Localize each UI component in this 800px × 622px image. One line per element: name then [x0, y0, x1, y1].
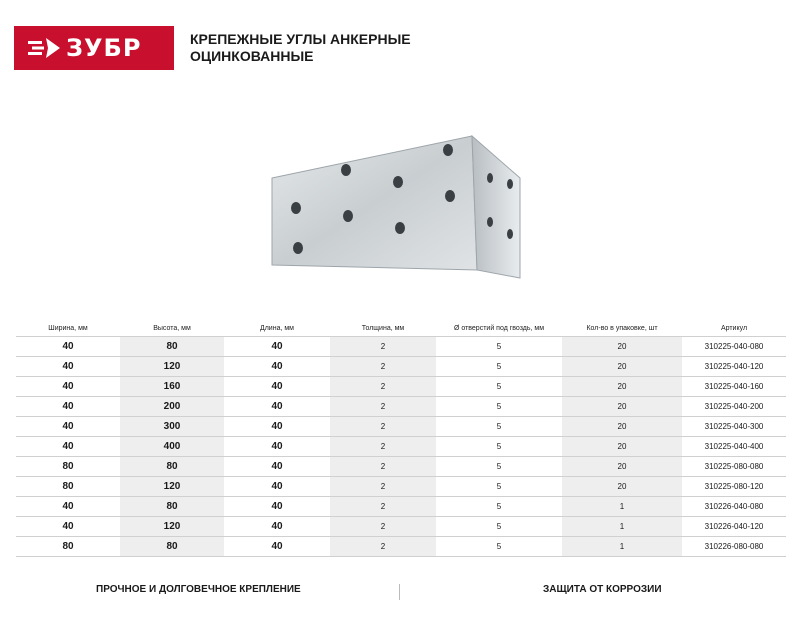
cell-thickness: 2 [330, 477, 436, 497]
cell-length: 40 [224, 497, 330, 517]
cell-thickness: 2 [330, 497, 436, 517]
table-row [16, 417, 786, 437]
brand-arrow-icon [26, 35, 62, 61]
table-row [16, 377, 786, 397]
cell-hole-diameter: 5 [436, 337, 562, 357]
cell-thickness: 2 [330, 357, 436, 377]
footer-feature-corrosion: ЗАЩИТА ОТ КОРРОЗИИ [543, 584, 662, 595]
cell-width: 40 [16, 437, 120, 457]
cell-width: 40 [16, 397, 120, 417]
cell-height: 80 [120, 457, 224, 477]
cell-length: 40 [224, 377, 330, 397]
table-row [16, 437, 786, 457]
table-row [16, 537, 786, 557]
cell-thickness: 2 [330, 437, 436, 457]
cell-height: 300 [120, 417, 224, 437]
brand-logo [14, 26, 174, 70]
header-pack-qty: Кол-во в упаковке, шт [586, 324, 658, 332]
cell-thickness: 2 [330, 537, 436, 557]
cell-article: 310226-040-120 [682, 517, 786, 537]
header-width: Ширина, мм [48, 324, 88, 332]
cell-hole-diameter: 5 [436, 357, 562, 377]
header-hole-diameter: Ø отверстий под гвоздь, мм [453, 324, 545, 332]
cell-thickness: 2 [330, 397, 436, 417]
cell-length: 40 [224, 517, 330, 537]
table-header-row [16, 320, 786, 337]
brand-name: ЗУБР [66, 34, 142, 62]
cell-pack-qty: 20 [562, 437, 682, 457]
header-height: Высота, мм [153, 324, 191, 332]
cell-hole-diameter: 5 [436, 517, 562, 537]
specs-table [16, 320, 786, 557]
cell-length: 40 [224, 477, 330, 497]
title-line-1: КРЕПЕЖНЫЕ УГЛЫ АНКЕРНЫЕ [190, 31, 411, 47]
table-row [16, 517, 786, 537]
cell-width: 40 [16, 337, 120, 357]
cell-height: 200 [120, 397, 224, 417]
title-line-2: ОЦИНКОВАННЫЕ [190, 48, 314, 64]
cell-length: 40 [224, 337, 330, 357]
table-row [16, 337, 786, 357]
header-length: Длина, мм [259, 324, 294, 332]
cell-article: 310226-080-080 [682, 537, 786, 557]
cell-pack-qty: 20 [562, 477, 682, 497]
cell-pack-qty: 20 [562, 357, 682, 377]
cell-thickness: 2 [330, 377, 436, 397]
cell-hole-diameter: 5 [436, 477, 562, 497]
cell-hole-diameter: 5 [436, 457, 562, 477]
table-row [16, 497, 786, 517]
footer-divider [399, 584, 400, 600]
cell-article: 310225-040-080 [682, 337, 786, 357]
cell-article: 310225-080-120 [682, 477, 786, 497]
cell-height: 120 [120, 357, 224, 377]
header-thickness: Толщина, мм [361, 324, 405, 332]
cell-length: 40 [224, 397, 330, 417]
cell-hole-diameter: 5 [436, 537, 562, 557]
cell-length: 40 [224, 457, 330, 477]
table-row [16, 477, 786, 497]
table-row [16, 397, 786, 417]
angle-bracket-icon [262, 130, 530, 280]
cell-pack-qty: 20 [562, 397, 682, 417]
cell-height: 160 [120, 377, 224, 397]
cell-length: 40 [224, 537, 330, 557]
cell-thickness: 2 [330, 337, 436, 357]
cell-thickness: 2 [330, 517, 436, 537]
cell-article: 310225-040-400 [682, 437, 786, 457]
cell-width: 40 [16, 417, 120, 437]
cell-pack-qty: 1 [562, 537, 682, 557]
cell-pack-qty: 20 [562, 337, 682, 357]
cell-height: 80 [120, 537, 224, 557]
cell-article: 310225-040-300 [682, 417, 786, 437]
cell-width: 80 [16, 457, 120, 477]
cell-height: 120 [120, 477, 224, 497]
cell-hole-diameter: 5 [436, 397, 562, 417]
cell-article: 310225-040-200 [682, 397, 786, 417]
cell-article: 310226-040-080 [682, 497, 786, 517]
page-title [190, 31, 411, 65]
cell-width: 40 [16, 517, 120, 537]
cell-pack-qty: 1 [562, 497, 682, 517]
cell-length: 40 [224, 357, 330, 377]
cell-article: 310225-040-120 [682, 357, 786, 377]
product-image [262, 130, 530, 280]
cell-height: 80 [120, 497, 224, 517]
cell-pack-qty: 20 [562, 457, 682, 477]
cell-width: 80 [16, 477, 120, 497]
cell-hole-diameter: 5 [436, 417, 562, 437]
table-row [16, 357, 786, 377]
cell-height: 400 [120, 437, 224, 457]
cell-width: 80 [16, 537, 120, 557]
cell-thickness: 2 [330, 457, 436, 477]
cell-pack-qty: 20 [562, 417, 682, 437]
cell-article: 310225-080-080 [682, 457, 786, 477]
table-row [16, 457, 786, 477]
cell-height: 80 [120, 337, 224, 357]
cell-length: 40 [224, 437, 330, 457]
cell-hole-diameter: 5 [436, 437, 562, 457]
cell-length: 40 [224, 417, 330, 437]
cell-width: 40 [16, 377, 120, 397]
cell-height: 120 [120, 517, 224, 537]
cell-article: 310225-040-160 [682, 377, 786, 397]
cell-hole-diameter: 5 [436, 497, 562, 517]
cell-width: 40 [16, 497, 120, 517]
footer-feature-strength: ПРОЧНОЕ И ДОЛГОВЕЧНОЕ КРЕПЛЕНИЕ [96, 584, 301, 595]
cell-pack-qty: 20 [562, 377, 682, 397]
cell-hole-diameter: 5 [436, 377, 562, 397]
cell-width: 40 [16, 357, 120, 377]
cell-pack-qty: 1 [562, 517, 682, 537]
header-article: Артикул [720, 324, 748, 332]
cell-thickness: 2 [330, 417, 436, 437]
